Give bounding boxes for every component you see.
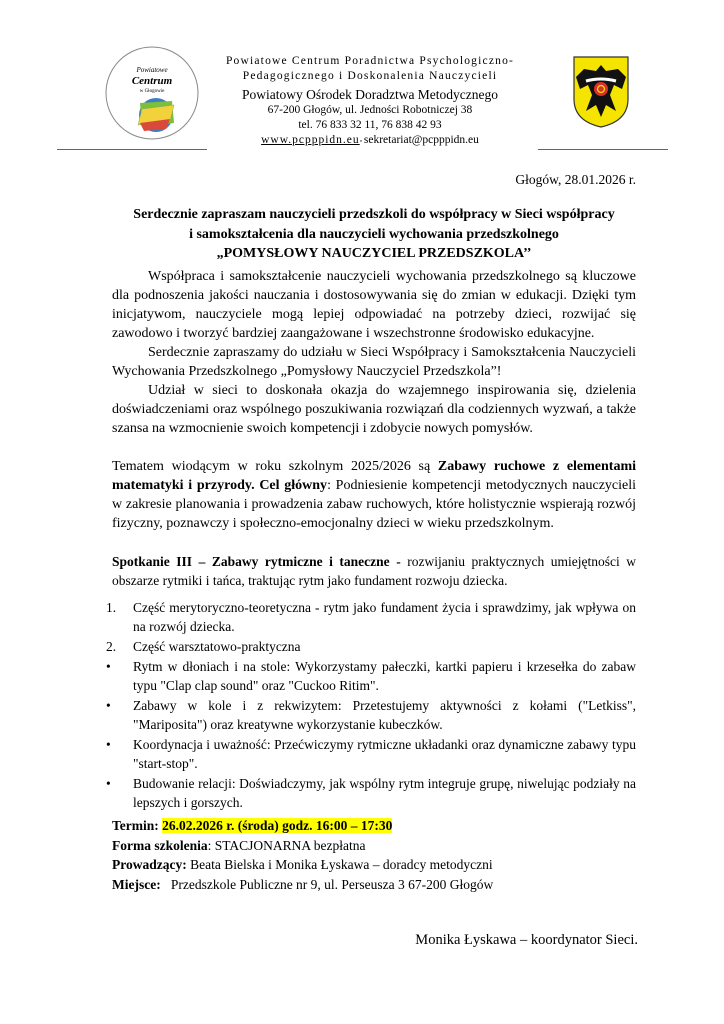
- bullet-icon: •: [106, 698, 111, 713]
- letterhead: Powiatowe Centrum Poradnictwa Psychologiczno- Pedagogicznego i Doskonalenia Nauczycieli Powiatowy Ośrodek Doradztwa Metodycznego 67-200 Głogów, ul. Jedności Robotniczej 38 tel. 76 833 32 11, 76 838 42 93 www.pcpppidn.eu▫ sekretariat@pcpppidn.eu: [200, 54, 540, 149]
- list-item: [106, 696, 636, 734]
- bullet-icon: •: [106, 737, 111, 752]
- website-link[interactable]: www.pcpppidn.eu: [261, 134, 360, 146]
- letter-body: [112, 267, 636, 590]
- meeting-description: rozwijaniu praktycznych umiejętności w obszarze rytmiki i tańca, traktując rytm jako fundament rozwoju dziecka.: [112, 554, 636, 588]
- list-number: 2.: [106, 639, 117, 654]
- list-item-text: Część warsztatowo-praktyczna: [133, 639, 301, 654]
- letterhead-line1: Powiatowe Centrum Poradnictwa Psychologiczno-: [225, 55, 515, 67]
- prowadzacy-label: Prowadzący:: [112, 857, 187, 872]
- svg-text:Powiatowe: Powiatowe: [136, 66, 168, 74]
- paragraph-invite: Serdecznie zapraszamy do udziału w Sieci Współpracy i Samokształcenia Nauczycieli Wychowania Przedszkolnego „Pomysłowy Nauczyciel Przedszkola”!: [112, 345, 636, 379]
- coat-of-arms: [572, 55, 630, 129]
- goal-label: Cel główny: [254, 478, 328, 493]
- list-item: [106, 657, 636, 695]
- list-item-text: Zabawy w kole i z rekwizytem: Przetestujemy aktywności z kołami ("Letkiss", "Mariposita") oraz kreatywne wykorzystanie kubeczków.: [133, 698, 636, 732]
- forma-label: Forma szkolenia: [112, 837, 208, 853]
- miejsce-label: Miejsce:: [112, 876, 161, 892]
- termin-row: [112, 816, 636, 836]
- meeting-title: Spotkanie III – Zabawy rytmiczne i taneczne -: [112, 554, 401, 569]
- letterhead-phone: tel. 76 833 32 11, 76 838 42 93: [298, 119, 442, 131]
- letterhead-address: 67-200 Głogów, ul. Jedności Robotniczej 38: [267, 104, 473, 116]
- letterhead-line2: Pedagogicznego i Doskonalenia Nauczycieli: [242, 70, 498, 82]
- letterhead-line3: Powiatowy Ośrodek Doradztwa Metodycznego: [241, 87, 499, 102]
- letter-date: Głogów, 28.01.2026 r.: [515, 172, 636, 187]
- list-item: [106, 637, 636, 656]
- prowadzacy-row: [112, 855, 636, 875]
- list-item: [106, 735, 636, 773]
- institution-logo: [100, 43, 210, 143]
- list-item-text: Budowanie relacji: Doświadczymy, jak wspólny rytm integruje grupę, niwelując podziały na lepszych i gorszych.: [133, 776, 636, 810]
- termin-value: 26.02.2026 r. (środa) godz. 16:00 – 17:30: [162, 818, 393, 833]
- forma-value: : STACJONARNA bezpłatna: [207, 837, 366, 853]
- svg-text:Centrum: Centrum: [131, 75, 173, 87]
- list-item: [106, 598, 636, 636]
- title-line2: i samokształcenia dla nauczycieli wychowania przedszkolnego: [189, 226, 559, 242]
- email: sekretariat@pcpppidn.eu: [363, 134, 479, 146]
- miejsce-row: [112, 875, 636, 895]
- goal-text: : Podniesienie kompetencji metodycznych nauczycieli w zakresie planowania i prowadzenia zabaw ruchowych, które holistycznie wspierają rozwój fizyczny, poznawczy i społeczno-emocjonalny dzieci w wieku przedszkolnym.: [112, 478, 636, 531]
- bullet-icon: •: [106, 659, 111, 674]
- list-item-text: Koordynacja i uważność: Przećwiczymy rytmiczne układanki oraz dynamiczne zabawy typu "start-stop".: [133, 737, 636, 771]
- program-list: [106, 598, 636, 813]
- header-rule-left: [57, 149, 207, 150]
- event-details: [112, 816, 636, 894]
- list-item-text: Część merytoryczno-teoretyczna - rytm jako fundament życia i sprawdzimy, jak wpływa on na rozwój dziecka.: [133, 600, 636, 634]
- letter-title: [112, 205, 636, 264]
- list-item: [106, 774, 636, 812]
- paragraph-intro: Współpraca i samokształcenie nauczycieli wychowania przedszkolnego są kluczowe dla podnoszenia jakości nauczania i dostosowywania się do zmian w edukacji. Dzięki tym inicjatywom, nauczyciele mogą lepiej odpowiadać na potrzeby dzieci, rozwijać się zawodowo i tworzyć bardziej zaangażowane i wszechstronne środowisko edukacyjne.: [112, 269, 636, 341]
- title-line1: Serdecznie zapraszam nauczycieli przedszkoli do współpracy w Sieci współpracy: [133, 207, 615, 222]
- header-rule-right: [538, 149, 668, 150]
- signature: Monika Łyskawa – koordynator Sieci.: [415, 932, 638, 948]
- prowadzacy-value: Beata Bielska i Monika Łyskawa – doradcy metodyczni: [186, 857, 493, 872]
- forma-row: [112, 836, 636, 856]
- paragraph-meeting: [112, 552, 636, 590]
- paragraph-benefits: Udział w sieci to doskonała okazja do wzajemnego inspirowania się, dzielenia doświadczeniami oraz wspólnego poszukiwania rozwiązań dla codziennych wyzwań, a także szansa na wzmocnienie swoich kompetencji i zdobycie nowych pomysłów.: [112, 383, 636, 436]
- list-number: 1.: [106, 600, 117, 615]
- svg-text:w Głogowie: w Głogowie: [139, 89, 165, 94]
- theme-text: Tematem wiodącym w roku szkolnym 2025/2026 są: [112, 459, 438, 474]
- list-item-text: Rytm w dłoniach i na stole: Wykorzystamy pałeczki, kartki papieru i krzesełka do zabaw typu "Clap clap sound" oraz "Cuckoo Ritim".: [133, 659, 636, 693]
- paragraph-theme: [112, 457, 636, 533]
- termin-label: Termin:: [112, 818, 163, 833]
- miejsce-value: Przedszkole Publiczne nr 9, ul. Perseusza 3 67-200 Głogów: [160, 876, 494, 892]
- title-line3: „POMYSŁOWY NAUCZYCIEL PRZEDSZKOLA’’: [216, 246, 532, 261]
- bullet-icon: •: [106, 776, 111, 791]
- theme-topic: Zabawy ruchowe z elementami matematyki i przyrody.: [112, 459, 637, 493]
